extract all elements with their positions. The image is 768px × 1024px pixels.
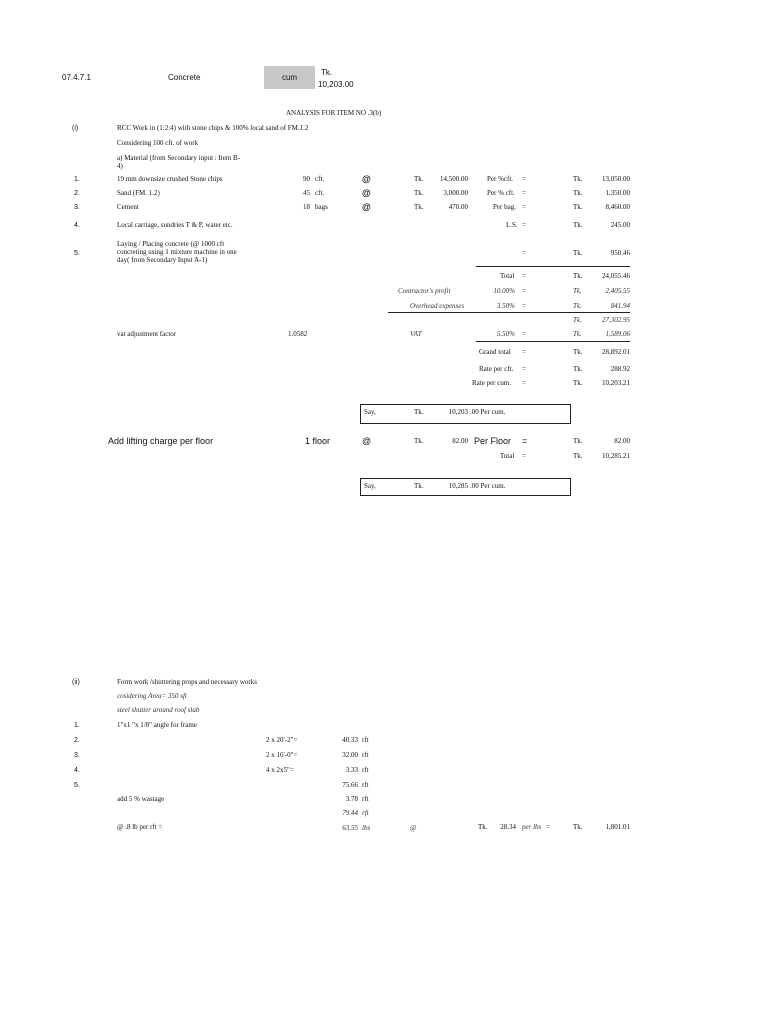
item3-unit: bags: [315, 203, 328, 211]
overhead-label: Overhead expenses: [410, 302, 465, 310]
p2-row4-calc: 4 x 2x5"=: [266, 766, 294, 774]
grand-total-eq: =: [522, 348, 526, 356]
say1-suffix: .00 Per cum.: [470, 408, 506, 416]
lifting-tk: Tk.: [414, 437, 424, 445]
total-eq: =: [522, 272, 526, 280]
item-name: Concrete: [168, 73, 201, 82]
rate-cft-label: Rate per cft.: [479, 365, 514, 373]
vat-pct: 5.50%: [496, 330, 515, 338]
p2-row2-val: 40.33: [342, 736, 358, 744]
grand-total-label: Grand total: [479, 348, 511, 356]
item4-amount: 245.00: [610, 221, 630, 229]
item-unit: cum: [281, 73, 298, 82]
say2-suffix: .00 Per cum.: [470, 482, 506, 490]
total2-label: Total: [500, 452, 515, 460]
item2-desc: Sand (FM. 1.2): [117, 189, 160, 197]
part2-number: (ii): [72, 679, 80, 686]
weight-price: 28.34: [500, 823, 516, 831]
subtotal-amount: 27,302.95: [602, 316, 630, 324]
overhead-tk: Tk.: [573, 302, 582, 310]
item2-per: Per % cft.: [487, 189, 515, 197]
p2-row1-num: 1.: [74, 722, 80, 729]
item1-num: 1.: [74, 176, 80, 183]
item2-qty: 45: [303, 189, 310, 197]
p2-row4-val: 3.33: [345, 766, 358, 774]
rate-cft-amount: 288.92: [610, 365, 630, 373]
weight-at: @: [410, 824, 417, 832]
item4-num: 4.: [74, 222, 80, 229]
overhead-eq: =: [522, 302, 526, 310]
item1-per: Per %cft.: [487, 175, 514, 183]
sum-unit: rft: [362, 809, 369, 817]
lifting-tk2: Tk.: [573, 437, 583, 445]
subtotal-tk: Tk.: [573, 316, 582, 324]
p2-row3-unit: rft: [362, 751, 369, 759]
item-rate: 10,203.00: [318, 80, 354, 89]
wastage-label: add 5 % wastage: [117, 795, 165, 803]
item4-eq: =: [522, 221, 526, 229]
contractor-pct: 10.00%: [493, 287, 515, 295]
total-tk: Tk.: [573, 272, 583, 280]
lifting-amount: 82.00: [614, 437, 630, 445]
vat-adj-label: vat adjustment factor: [117, 330, 177, 338]
total2-eq: =: [522, 452, 526, 460]
grand-total-tk: Tk.: [573, 348, 583, 356]
say2-amount: 10,285: [448, 482, 468, 490]
item2-eq: =: [522, 189, 526, 197]
vat-adj-value: 1.0582: [288, 330, 308, 338]
total-label: Total: [500, 272, 515, 280]
item1-at: @: [362, 174, 371, 184]
rate-cum-eq: =: [522, 379, 526, 387]
item3-desc: Cement: [117, 203, 139, 211]
item2-tk: Tk.: [414, 189, 424, 197]
sum-val: 79.44: [342, 809, 358, 817]
p2-row3-val: 32.00: [342, 751, 358, 759]
lifting-qty: 1 floor: [305, 436, 331, 446]
item1-price: 14,500.00: [440, 175, 468, 183]
p2-row4-unit: rft: [362, 766, 369, 774]
item5-line2: concreting using 1 mixture machine in one: [117, 248, 237, 256]
item4-desc: Local carriage, sundries T & P, water etc.: [117, 221, 233, 229]
weight-per: per lbs: [522, 823, 542, 831]
item5-tk: Tk.: [573, 249, 583, 257]
material-line1: a) Material (from Secondary input : Item B-: [117, 154, 241, 162]
part2-area: cosidering Area= 350 sft: [117, 692, 187, 700]
say1-tk: Tk.: [414, 408, 424, 416]
lifting-at: @: [362, 436, 372, 446]
rate-cum-tk: Tk.: [573, 379, 583, 387]
p2-row5-unit: rft: [362, 781, 369, 789]
item5-amount: 950.46: [610, 249, 630, 257]
item1-tk: Tk.: [414, 175, 424, 183]
p2-row3-calc: 2 x 16'-0"=: [266, 751, 298, 759]
wastage-unit: rft: [362, 795, 369, 803]
item2-at: @: [362, 188, 371, 198]
item3-tk2: Tk.: [573, 203, 583, 211]
rate-cft-eq: =: [522, 365, 526, 373]
weight-tk2: Tk.: [573, 823, 583, 831]
item2-amount: 1,350.00: [605, 189, 630, 197]
item5-line3: day( from Secondary Input A-1): [117, 256, 208, 264]
item3-per: Per bag.: [493, 203, 516, 211]
weight-label: @ .8 lb per rft =: [117, 823, 163, 831]
item2-tk2: Tk.: [573, 189, 583, 197]
item3-eq: =: [522, 203, 526, 211]
p2-row2-unit: rft: [362, 736, 369, 744]
weight-unit: lbs: [362, 824, 371, 832]
total-amount: 24,055.46: [602, 272, 630, 280]
vat-label: VAT: [410, 330, 422, 338]
item1-desc: 19 mm downsize crushed Stone chips: [117, 175, 223, 183]
item5-eq: =: [522, 249, 526, 257]
vat-amount: 1,589.06: [605, 330, 630, 338]
rate-cft-tk: Tk.: [573, 365, 583, 373]
item1-qty: 90: [303, 175, 310, 183]
item3-qty: 18: [303, 203, 310, 211]
lifting-per: Per Floor: [474, 436, 512, 446]
item1-amount: 13,050.00: [602, 175, 630, 183]
total2-tk: Tk.: [573, 452, 583, 460]
total2-amount: 10,285.21: [602, 452, 630, 460]
item3-tk: Tk.: [414, 203, 424, 211]
contractor-amount: 2,405.55: [605, 287, 630, 295]
item2-price: 3,000.00: [443, 189, 468, 197]
item4-tk2: Tk.: [573, 221, 583, 229]
wastage-val: 3.78: [345, 795, 358, 803]
weight-amount: 1,801.01: [605, 823, 630, 831]
contractor-tk: Tk.: [573, 287, 582, 295]
rate-cum-amount: 10,203.21: [602, 379, 630, 387]
p2-row2-calc: 2 x 20'-2"=: [266, 736, 298, 744]
lifting-price: 82.00: [452, 437, 468, 445]
contractor-label: Contractor's profit: [398, 287, 451, 295]
subtotal-rule: [388, 312, 630, 313]
overhead-amount: 841.94: [610, 302, 630, 310]
item3-at: @: [362, 202, 371, 212]
lifting-eq: =: [522, 436, 528, 446]
analysis-title: ANALYSIS FOR ITEM NO .3(b): [286, 109, 382, 117]
p2-row3-num: 3.: [74, 752, 80, 759]
weight-val: 63.55: [342, 824, 358, 832]
p2-row4-num: 4.: [74, 767, 80, 774]
part2-title: Form work /shuttering props and necessary works: [117, 678, 257, 686]
rate-cum-label: Rate per cum.: [472, 379, 512, 387]
item1-eq: =: [522, 175, 526, 183]
p2-row2-num: 2.: [74, 737, 80, 744]
part1-number: (i): [72, 125, 79, 132]
say2-label: Say,: [364, 482, 376, 490]
item3-price: 470.00: [448, 203, 468, 211]
say2-tk: Tk.: [414, 482, 424, 490]
item2-unit: cft.: [315, 189, 325, 197]
part1-title: RCC Work in (1:2:4) with stone chips & 100% local sand of FM.1.2: [117, 124, 309, 132]
considering-text: Considering 100 cft. of work: [117, 139, 199, 147]
item5-line1: Laying / Placing concrete (@ 1000 cft: [117, 240, 225, 248]
contractor-eq: =: [522, 287, 526, 295]
item1-tk2: Tk.: [573, 175, 583, 183]
say1-label: Say,: [364, 408, 376, 416]
vat-tk: Tk.: [573, 330, 582, 338]
item4-per: L.S.: [506, 221, 518, 229]
grand-total-amount: 28,892.01: [602, 348, 630, 356]
part2-steel: steel shutter around roof slab: [117, 706, 200, 714]
grand-total-rule: [476, 341, 630, 342]
lifting-label: Add lifting charge per floor: [108, 436, 214, 446]
p2-row5-num: 5.: [74, 782, 80, 789]
item-code: 07.4.7.1: [62, 73, 91, 82]
say1-amount: 10,203: [448, 408, 468, 416]
weight-eq: =: [546, 823, 550, 831]
item3-num: 3.: [74, 204, 80, 211]
item-currency: Tk.: [321, 68, 333, 77]
p2-row1-desc: 1"x1 "x 1/8" angle for frame: [117, 721, 197, 729]
p2-row5-val: 75.66: [342, 781, 358, 789]
item3-amount: 8,460.00: [605, 203, 630, 211]
overhead-pct: 3.50%: [496, 302, 515, 310]
item5-num: 5.: [74, 250, 80, 257]
total-rule-top: [476, 266, 630, 267]
item1-unit: cft.: [315, 175, 325, 183]
weight-tk: Tk.: [478, 823, 488, 831]
material-line2: 4): [117, 162, 123, 170]
item2-num: 2.: [74, 190, 80, 197]
vat-eq: =: [522, 330, 526, 338]
